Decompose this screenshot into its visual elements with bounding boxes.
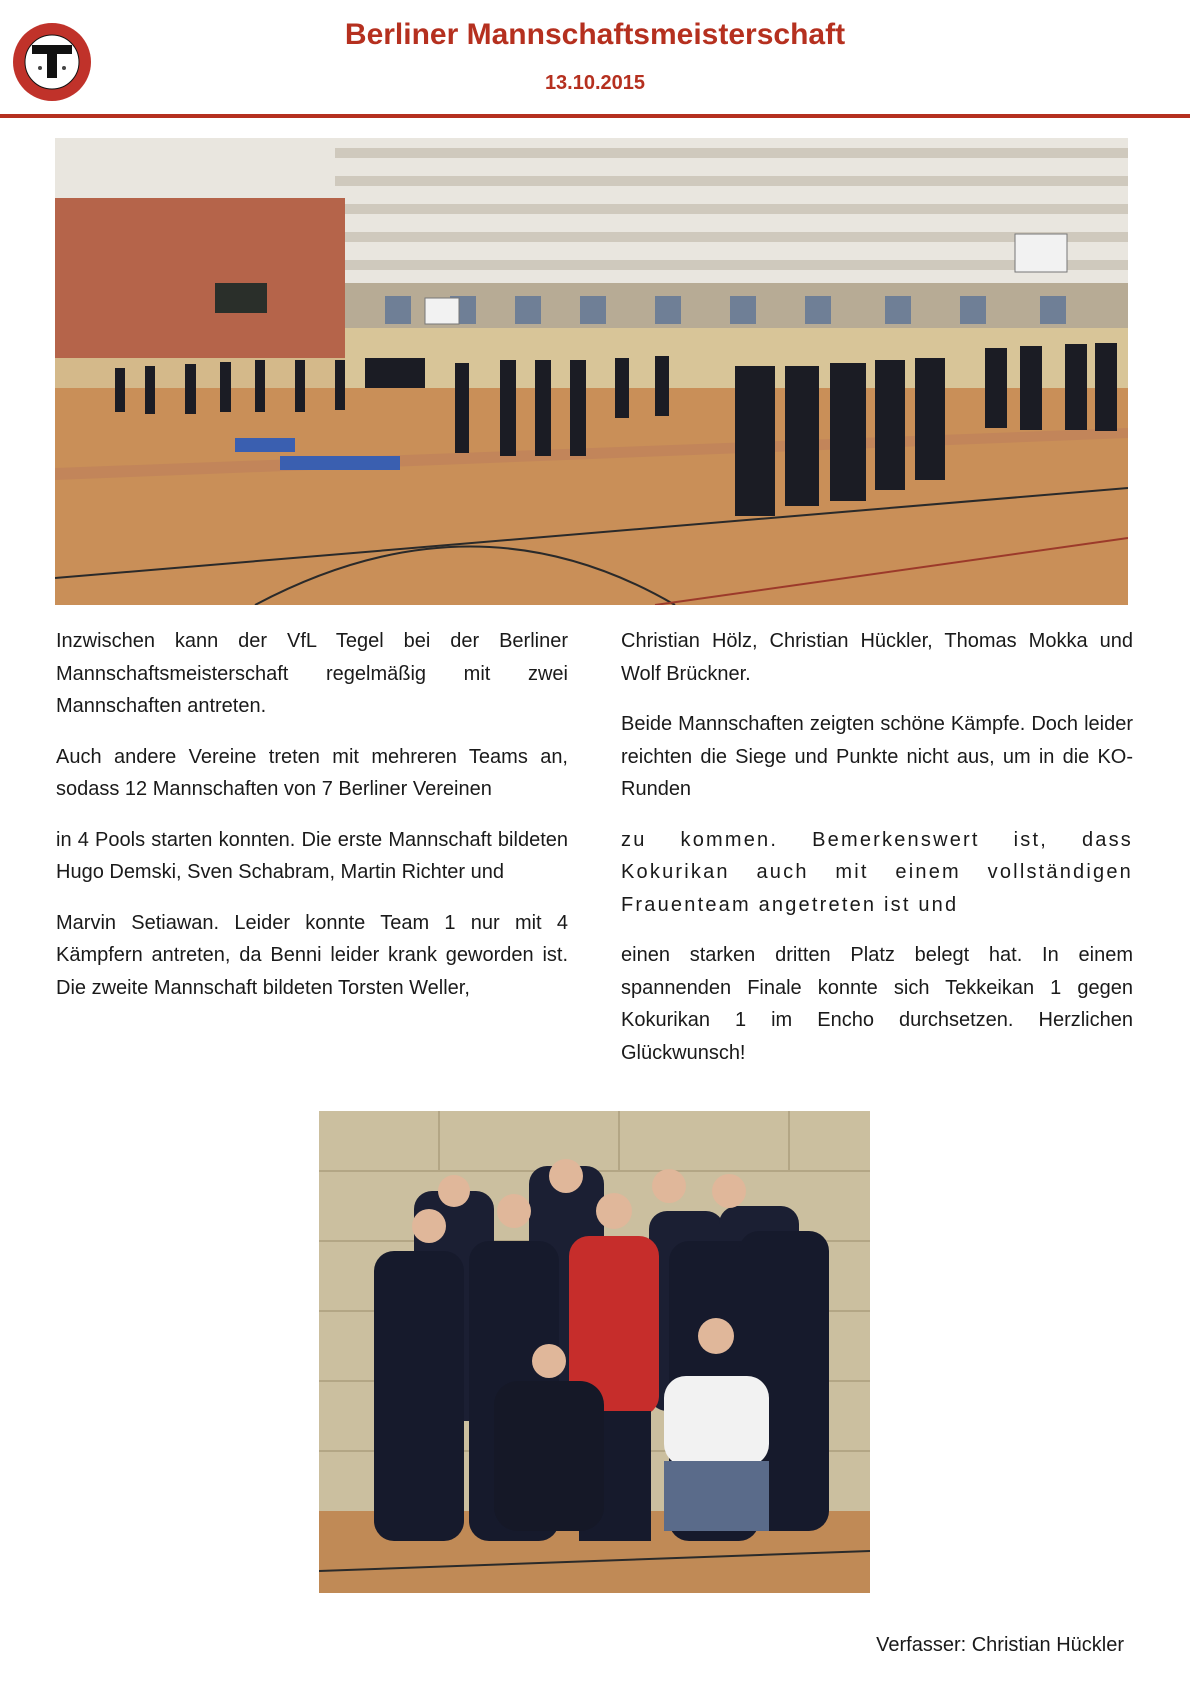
paragraph: Christian Hölz, Christian Hückler, Thomas Mokka und Wolf Brückner. xyxy=(621,630,1133,685)
paragraph: zu kommen. Bemerkenswert ist, dass Kokurikan auch mit einem vollständigen Frauenteam angetreten ist und xyxy=(621,828,1133,916)
sports-hall-photo xyxy=(55,138,1128,605)
page-title: Berliner Mannschaftsmeisterschaft xyxy=(344,18,846,51)
team-group-photo xyxy=(319,1111,870,1593)
author-credit: Verfasser: Christian Hückler xyxy=(876,1634,1124,1656)
paragraph: Marvin Setiawan. Leider konnte Team 1 nur mit 4 Kämpfern antreten, da Benni leider krank geworden ist. Die zweite Mannschaft bildeten Torsten Weller, xyxy=(56,911,568,999)
header-divider xyxy=(0,114,1190,118)
article-date: 13.10.2015 xyxy=(544,72,646,94)
paragraph: in 4 Pools starten konnten. Die erste Mannschaft bildeten Hugo Demski, Sven Schabram, Martin Richter und xyxy=(56,828,568,883)
article-column-left xyxy=(56,625,568,1022)
article-column-right xyxy=(621,625,1133,1087)
paragraph: Inzwischen kann der VfL Tegel bei der Berliner Mannschaftsmeisterschaft regelmäßig mit zwei Mannschaften antreten. xyxy=(56,630,568,717)
paragraph: Beide Mannschaften zeigten schöne Kämpfe. Doch leider reichten die Siege und Punkte nicht aus, um in die KO-Runden xyxy=(621,713,1133,800)
paragraph: Auch andere Vereine treten mit mehreren Teams an, sodass 12 Mannschaften von 7 Berliner Vereinen xyxy=(56,745,568,800)
paragraph: einen starken dritten Platz belegt hat. In einem spannenden Finale konnte sich Tekkeikan 1 gegen Kokurikan 1 im Encho durchsetzen. Herzlichen Glückwunsch! xyxy=(621,944,1133,1064)
